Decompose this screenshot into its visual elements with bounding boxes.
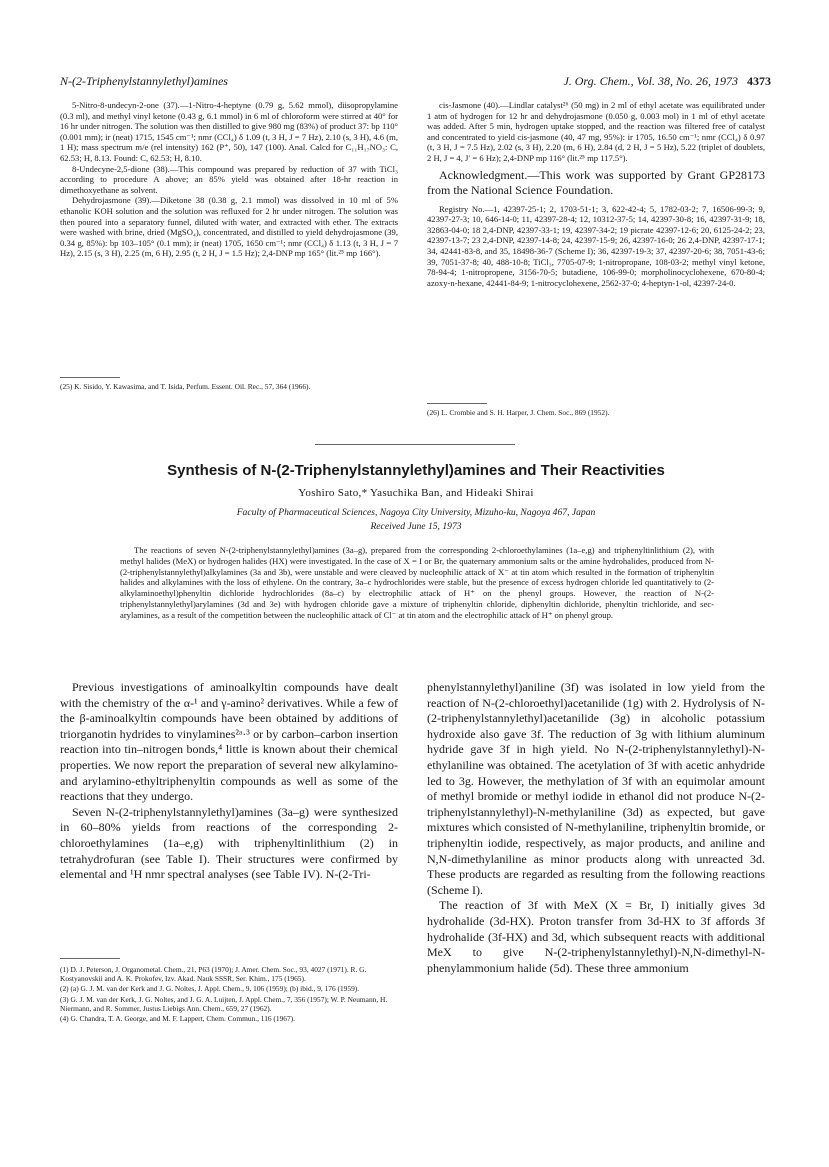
journal-citation [563,74,771,89]
running-title: N-(2-Triphenylstannylethyl)amines [60,74,228,88]
footnote-1: (1) D. J. Peterson, J. Organometal. Chem., 21, P63 (1970); J. Amer. Chem. Soc., 93, 4027 (1971). R. G. Kostyanovskii and A. K. Prokofev, Izv. Akad. Nauk SSSR, Ser. Khim., 175 (1965). [60,965,367,984]
footnote-rule [60,377,120,378]
article-affiliation: Faculty of Pharmaceutical Sciences, Nagoya City University, Mizuho-ku, Nagoya 467, Japan [236,507,596,518]
footnote-rule [427,403,487,404]
experimental-left-column [60,100,398,259]
footnotes [60,965,398,1024]
page-number: 4373 [747,74,771,88]
footnote-text: (25) K. Sisido, Y. Kawasima, and T. Isida, Perfum. Essent. Oil. Rec., 57, 364 (1966). [60,382,311,391]
body-paragraph: phenylstannylethyl)aniline (3f) was isolated in low yield from the reaction of N-(2-chloroethyl)acetanilide (1g) with 2. Hydrolysis of N-(2-triphenylstannylethyl)acetanilide (3g) in alcoholic potassium hydroxide also gave 3f. The reduction of 3g with lithium aluminum hydride gave 3f in high yield. No N-(2-triphenylstannylethyl)-N-ethylaniline was obtained. The acetylation of 3f with acetic anhydride led to 3g. However, the methylation of 3f with an equimolar amount of methyl bromide or methyl iodide in ethanol did not produce N-(2-triphenylstannylethyl)-N-methylaniline (3d) as expected, but gave mixtures which consisted of N-methylaniline, triphenyltin bromide, or triphenyltin iodide, respectively, as major products, and aniline and N,N-dimethylaniline as minor products along with unreacted 3d. These products are regarded as resulting from the following reactions (Scheme I). [427,680,765,897]
acknowledgment: Acknowledgment.—This work was supported by Grant GP28173 from the National Science Foundation. [427,167,765,197]
footnote-rule [60,958,120,959]
body-left-column [60,680,398,883]
abstract: The reactions of seven N-(2-triphenylstannylethyl)amines (3a–g), prepared from the corresponding 2-chloroethylamines (1a–e,g) and triphenyltinlithium (2), with methyl halides (MeX) or hydrogen halides (HX) were investigated. In the case of X = I or Br, the quaternary ammonium salts or the amine hydrohalides, produced from N-(2-triphenylstannylethyl)alkylamines (3a and 3b), were unstable and were cleaved by nucleophilic attack of X⁻ at tin atom which resulted in the formation of triphenyltin halides and alkylamines with the loss of ethylene. On the contrary, 3a–c hydrochlorides were stable, but the presence of excess hydrogen chloride led quantitatively to (2-alkylaminoethyl)phenyltin dichloride hydrochlorides (8a–c) by electrophilic attack of H⁺ on the phenyl groups. However, the reaction of N-(2-triphenylstannylethyl)arylamines (3d and 3e) with hydrogen chloride gave a mixture of triphenyltin chloride, diphenyltin dichloride, phenyltin trichloride, and sec-arylamines, as a result of the competition between the nucleophilic attack of Cl⁻ at tin atom and the electrophilic attack of H⁺ on phenyl group. [120,545,714,620]
footnote-3: (3) G. J. M. van der Kerk, J. G. Noltes, and J. G. A. Luijten, J. Appl. Chem., 7, 356 (1957); W. P. Neumann, H. Niermann, and R. Sommer, Justus Liebigs Ann. Chem., 659, 27 (1962). [60,994,388,1013]
received-date: Received June 15, 1973 [370,521,462,532]
body-paragraph: Seven N-(2-triphenylstannylethyl)amines (3a–g) were synthesized in 60–80% yields from reactions of the corresponding 2-chloroethylamines (1a–e,g) with triphenyltinlithium (2) in tetrahydrofuran (see Table I). Their structures were confirmed by elemental and ¹H nmr spectral analyses (see Table IV). N-(2-Tri- [60,804,398,882]
experimental-paragraph: cis-Jasmone (40).—Lindlar catalyst²⁶ (50 mg) in 2 ml of ethyl acetate was equilibrated under 1 atm of hydrogen for 12 hr and dehydrojasmone (0.050 g, 0.003 mol) in 1 ml of ethyl acetate was added. After 5 min, hydrogen uptake stopped, and the reaction was filtered free of catalyst and concentrated to yield cis-jasmone (40, 47 mg, 95%): ir 1705, 16.50 cm⁻¹; nmr (CCl₄) δ 0.97 (t, 3 H, J = 7.5 Hz), 2.02 (s, 3 H), 2.20 (m, 6 H), 2.84 (d, 2 H, J = 5 Hz), 5.22 (triplet of doublets, 2 H, J = 4, J′ = 6 Hz); 2,4-DNP mp 116° (lit.²⁵ mp 117.5°). [427,100,765,163]
registry-numbers: Registry No.—1, 42397-25-1; 2, 1703-51-1; 3, 622-42-4; 5, 1782-03-2; 7, 16506-99-3; 9, 42397-27-3; 10, 646-14-0; 11, 42397-28-4; 12, 10312-37-5; 14, 42397-30-8; 16, 42397-31-9; 18, 32863-04-0; 18 2,4-DNP, 42397-33-1; 19, 42397-34-2; 19 picrate 42397-12-6; 20, 6125-24-2; 23, 42397-13-7; 23 2,4-DNP, 42397-14-8; 24, 42397-15-9; 26, 42397-16-0; 26 2,4-DNP, 42397-17-1; 34, 42441-83-8, and 35, 18498-36-7 (Scheme I); 36, 42397-19-3; 37, 42397-20-6; 38, 7051-43-6; 39, 7051-37-8; 40, 488-10-8; TiCl₃, 7705-07-9; 1-nitropropane, 108-03-2; methyl vinyl ketone, 78-94-4; 1-nitropropene, 3156-70-5; butadiene, 106-99-0; morpholinocyclohexene, 670-80-4; azoxy-n-hexane, 42441-84-9; 1-nitrocyclohexene, 2562-37-0; 4-heptyn-1-ol, 42397-24-0. [427,203,765,288]
body-paragraph: The reaction of 3f with MeX (X = Br, I) initially gives 3d hydrohalide (3d-HX). Proton transfer from 3d-HX to 3f affords 3f hydrohalide (3f-HX) and 3d, which subsequent reacts with additional MeX to give N-(2-triphenylstannylethyl)-N,N-dimethyl-N-phenylammonium halide (5d). These three ammonium [427,898,765,975]
article-authors: Yoshiro Sato,* Yasuchika Ban, and Hideaki Shirai [298,487,534,499]
footnote-25 [60,382,398,391]
footnote-26 [427,408,765,417]
article-title: Synthesis of N-(2-Triphenylstannylethyl)amines and Their Reactivities [167,462,665,479]
footnote-text: (26) L. Crombie and S. H. Harper, J. Chem. Soc., 869 (1952). [427,408,610,417]
journal-name: J. Org. Chem., Vol. 38, No. 26, 1973 [563,74,738,88]
experimental-right-column [427,100,765,288]
experimental-paragraph: Dehydrojasmone (39).—Diketone 38 (0.38 g, 2.1 mmol) was dissolved in 10 ml of 5% ethanolic KOH solution and the solution was refluxed for 2 hr under nitrogen. The solution was then poured into a separatory funnel, diluted with water, and extracted with ether. The extracts were washed with brine, dried (MgSO₄), concentrated, and distilled to yield dehydrojasmone (39, 0.34 g, 85%): bp 103–105° (0.1 mm); ir (neat) 1705, 1650 cm⁻¹; nmr (CCl₄) δ 1.13 (t, 3 H, J = 7 Hz), 2.15 (s, 3 H), 2.25 (m, 6 H), 2.95 (t, 2 H, J = 1.5 Hz); 2,4-DNP mp 165° (lit.²⁵ mp 166°). [60,195,398,259]
body-right-column [427,680,765,976]
article-separator [315,444,515,445]
body-paragraph: Previous investigations of aminoalkyltin compounds have dealt with the chemistry of the α-¹ and γ-amino² derivatives. While a few of the β-aminoalkyltin compounds have been obtained by additions of triorganotin hydrides to vinylamines²ᵃ·³ or by carbon–carbon insertion reaction into tin–nitrogen bonds,⁴ little is known about their chemical properties. We now report the preparation of several new alkylamino- and arylamino-ethyltriphenyltin compounds as well as some of the reactions that they undergo. [60,680,398,804]
footnote-2: (2) (a) G. J. M. van der Kerk and J. G. Noltes, J. Appl. Chem., 9, 106 (1959); (b) ibid., 9, 176 (1959). [60,984,360,994]
experimental-paragraph: 5-Nitro-8-undecyn-2-one (37).—1-Nitro-4-heptyne (0.79 g, 5.62 mmol), diisopropylamine (0.3 ml), and methyl vinyl ketone (0.43 g, 6.1 mmol) in 6 ml of chloroform were stirred at 40° for 16 hr under nitrogen. The solution was then distilled to give 980 mg (83%) of product 37: bp 110° (0.001 mm); ir (neat) 1715, 1545 cm⁻¹; nmr (CCl₄) δ 1.09 (t, 3 H, J = 7 Hz), 2.10 (s, 3 H), 4.6 (m, 1 H); mass spectrum m/e (rel intensity) 162 (P⁺, 50), 147 (100). Anal. Calcd for C₁₁H₁₇NO₃: C, 62.53; H, 8.13. Found: C, 62.53; H, 8.10. [60,100,398,163]
footnote-4: (4) G. Chandra, T. A. George, and M. F. Lappert, Chem. Commun., 116 (1967). [60,1014,295,1024]
experimental-paragraph: 8-Undecyne-2,5-dione (38).—This compound was prepared by reduction of 37 with TiCl₃ according to procedure A above; an 85% yield was obtained after 18-hr reaction in dimethoxyethane as solvent. [60,163,398,195]
